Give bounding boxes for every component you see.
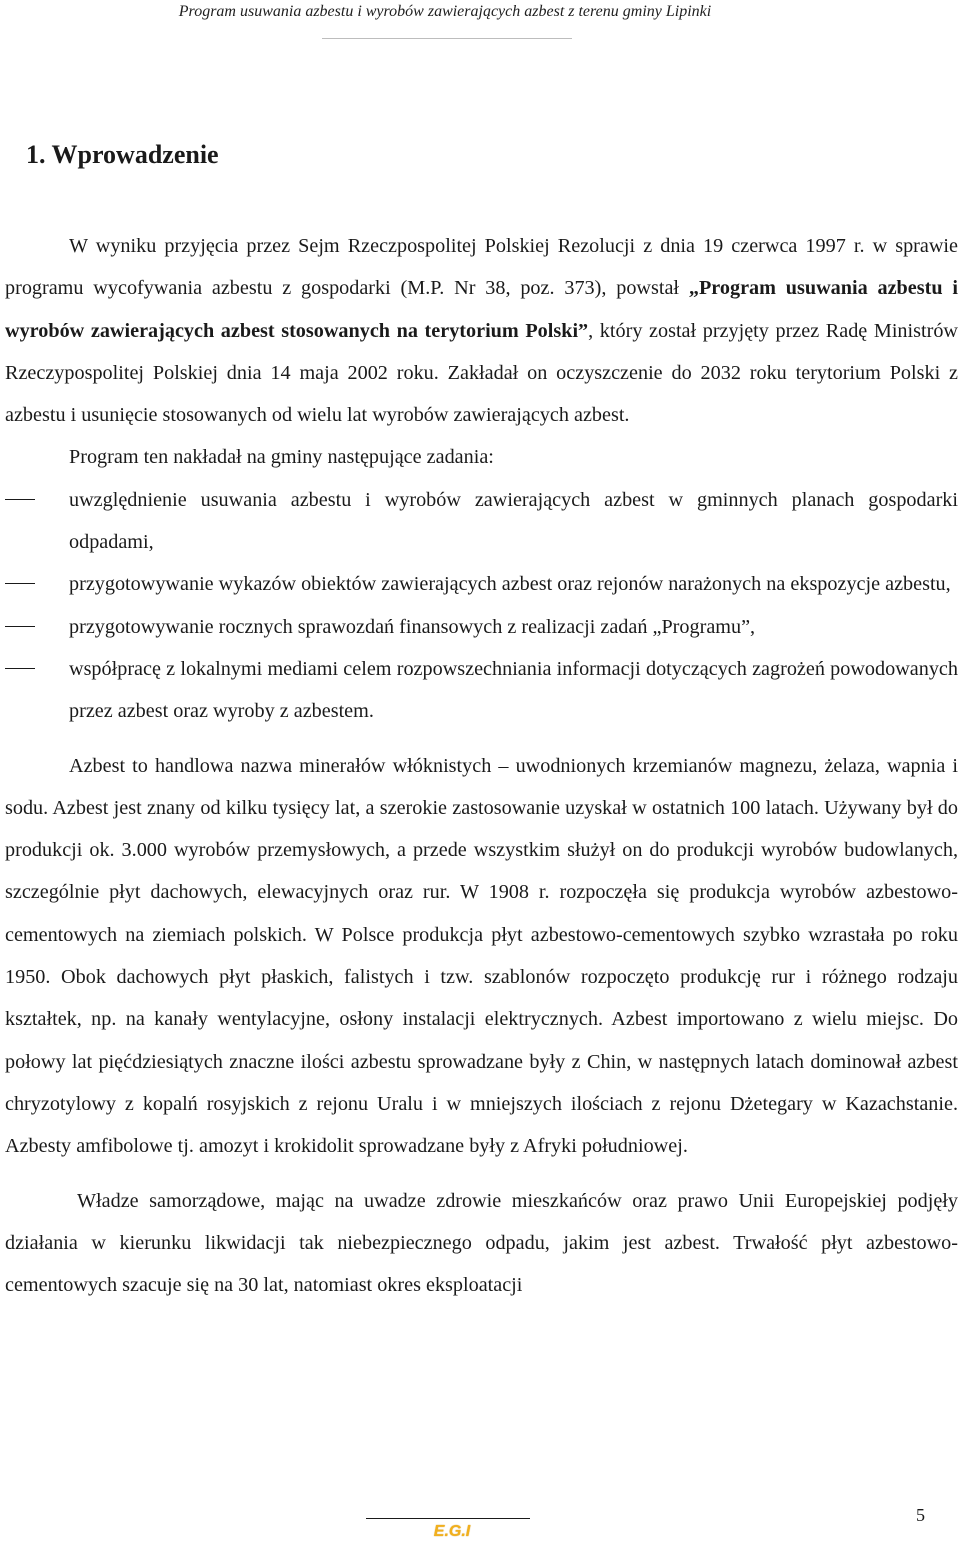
program-name: „Program usuwania azbestu i wyrobów zawierających azbest stosowanych na terytorium Polski” bbox=[5, 277, 958, 342]
dash-bullet bbox=[5, 626, 35, 627]
task-item bbox=[69, 563, 958, 605]
dash-bullet bbox=[5, 668, 35, 669]
document-body bbox=[5, 225, 958, 1306]
task-text: przygotowywanie rocznych sprawozdań finansowych z realizacji zadań „Programu”, bbox=[69, 615, 756, 638]
section-title: 1. Wprowadzenie bbox=[26, 140, 219, 169]
dash-bullet bbox=[5, 583, 35, 584]
task-text: współpracę z lokalnymi mediami celem rozpowszechniania informacji dotyczących zagrożeń powodowanych przez azbest oraz wyroby z azbestem. bbox=[69, 657, 958, 723]
intro-paragraph-start: W wyniku przyjęcia przez Sejm Rzeczpospolitej Polskiej Rezolucji z dnia 19 czerwca 1997 r. w sprawie programu wycofywania azbestu z gospodarki (M.P. Nr 38, poz. 373), powstał bbox=[5, 235, 958, 300]
task-item bbox=[69, 606, 958, 648]
authorities-paragraph: Władze samorządowe, mając na uwadze zdrowie mieszkańców oraz prawo Unii Europejskiej podjęły działania w kierunku likwidacji tak niebezpiecznego odpadu, jakim jest azbest. Trwałość płyt azbestowo-cementowych szacuje się na 30 lat, natomiast okres eksploatacji bbox=[5, 1189, 958, 1297]
dash-bullet bbox=[5, 499, 35, 500]
task-item bbox=[69, 648, 958, 733]
task-text: uwzględnienie usuwania azbestu i wyrobów zawierających azbest w gminnych planach gospodarki odpadami, bbox=[69, 488, 958, 554]
tasks-intro: Program ten nakładał na gminy następujące zadania: bbox=[69, 446, 494, 469]
task-item bbox=[69, 479, 958, 564]
page-number: 5 bbox=[916, 1505, 925, 1525]
header-rule bbox=[322, 38, 572, 39]
task-text: przygotowywanie wykazów obiektów zawierających azbest oraz rejonów narażonych na ekspozycje azbestu, bbox=[69, 573, 951, 596]
asbestos-paragraph: Azbest to handlowa nazwa minerałów włóknistych – uwodnionych krzemianów magnezu, żelaza, wapnia i sodu. Azbest jest znany od kilku tysięcy lat, a szerokie zastosowanie uzyskał w ostatnich 100 latach. Używany był do produkcji ok. 3.000 wyrobów przemysłowych, a przede wszystkim służył on do produkcji wyrobów budowlanych, szczególnie płyt dachowych, elewacyjnych oraz rur. W 1908 r. rozpoczęła się produkcja wyrobów azbestowo-cementowych na ziemiach polskich. W Polsce produkcja płyt azbestowo-cementowych szybko wzrastała po roku 1950. Obok dachowych płyt płaskich, falistych i tzw. szablonów rozpoczęto produkcję rur i różnego rodzaju kształtek, np. na kanały wentylacyjne, osłony instalacji elektrycznych. Azbest importowano z wielu miejsc. Do połowy lat pięćdziesiątych znaczne ilości azbestu sprowadzane były z Chin, w następnych latach dominował azbest chryzotylowy z kopalń rosyjskich z rejonu Uralu i w mniejszych ilościach z rejonu Dżetegary w Kazachstanie. Azbesty amfibolowe tj. amozyt i krokidolit sprowadzane były z Afryki południowej. bbox=[5, 754, 958, 1158]
egi-logo: E.G.I bbox=[433, 1523, 471, 1540]
footer-rule bbox=[366, 1518, 530, 1519]
running-header: Program usuwania azbestu i wyrobów zawierających azbest z terenu gminy Lipinki bbox=[178, 3, 712, 20]
task-list bbox=[5, 479, 958, 733]
intro-paragraph-end: , który został przyjęty przez Radę Ministrów Rzeczypospolitej Polskiej dnia 14 maja 2002 roku. Zakładał on oczyszczenie do 2032 roku terytorium Polski z azbestu i usunięcie stosowanych od wielu lat wyrobów zawierających azbest. bbox=[5, 319, 958, 427]
intro-paragraph bbox=[5, 225, 958, 436]
